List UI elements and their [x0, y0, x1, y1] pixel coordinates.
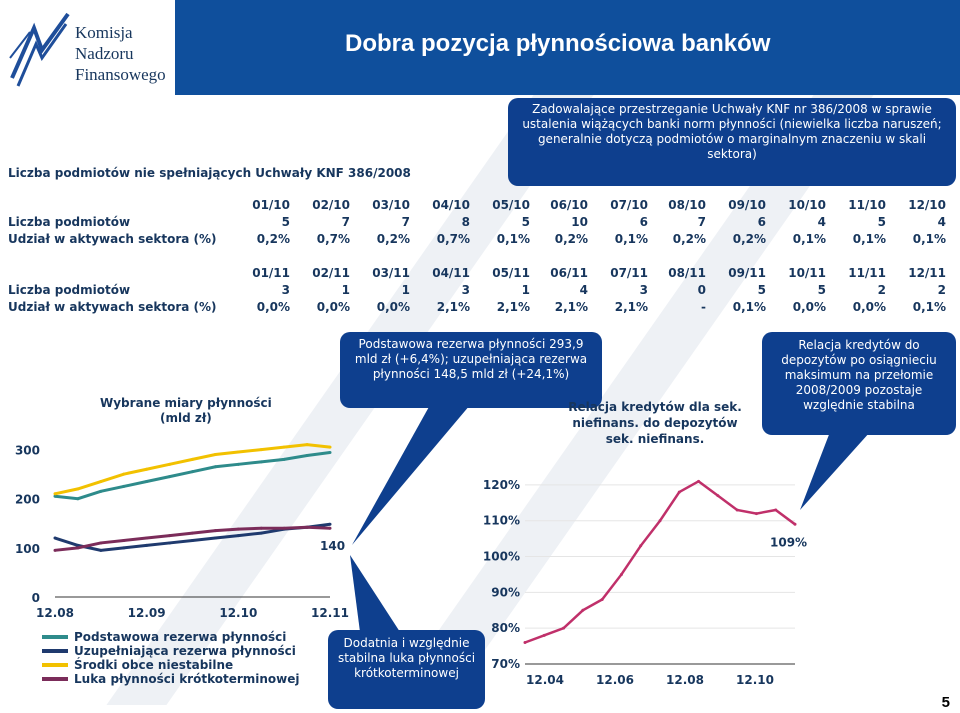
table-share-cell: 0,0%	[376, 300, 410, 314]
chart1-data-point	[122, 546, 125, 549]
table-title: Liczba podmiotów nie spełniających Uchwały KNF 386/2008	[8, 166, 411, 180]
table-count-cell: 5	[817, 283, 826, 297]
chart2-data-point	[601, 598, 604, 601]
chart1-data-point	[122, 485, 125, 488]
chart1-series-line	[55, 527, 330, 550]
chart2-data-point	[774, 508, 777, 511]
table-share-cell: 2,1%	[554, 300, 588, 314]
chart2-data-point	[581, 609, 584, 612]
table-month-header: 04/11	[432, 266, 470, 280]
chart1-data-point	[99, 549, 102, 552]
chart1-data-point	[214, 529, 217, 532]
chart2-y-tick: 120%	[482, 477, 520, 492]
chart1-data-point	[214, 537, 217, 540]
table-share-cell: 2,1%	[436, 300, 470, 314]
table-month-header: 02/11	[312, 266, 350, 280]
table-month-header: 02/10	[312, 198, 350, 212]
chart1-data-point	[76, 497, 79, 500]
table-count-cell: 6	[757, 215, 766, 229]
row-label-count: Liczba podmiotów	[8, 215, 131, 229]
chart1-data-point	[54, 492, 57, 495]
table-share-cell: 0,0%	[256, 300, 290, 314]
table-count-cell: 5	[877, 215, 886, 229]
table-share-cell: 2,1%	[496, 300, 530, 314]
chart1-data-point	[145, 468, 148, 471]
chart2-data-point	[543, 634, 546, 637]
chart2-x-tick: 12.04	[526, 673, 564, 687]
table-share-cell: 0,2%	[554, 232, 588, 246]
table-count-cell: 3	[281, 283, 290, 297]
table-count-cell: 1	[521, 283, 530, 297]
callout-right: Relacja kredytów do depozytów po osiągnieciu maksimum na przełomie 2008/2009 pozostaje względnie stabilna	[762, 332, 956, 435]
chart1-data-point	[329, 451, 332, 454]
chart1-x-tick: 12.10	[219, 606, 258, 620]
chart2-data-point	[659, 519, 662, 522]
chart2-title	[560, 399, 750, 447]
table-month-header: 10/10	[788, 198, 826, 212]
table-month-header: 04/10	[432, 198, 470, 212]
table-month-header: 09/10	[728, 198, 766, 212]
chart1-data-point	[191, 470, 194, 473]
chart2-end-label: 109%	[770, 535, 808, 550]
chart1-data-point	[191, 532, 194, 535]
table-share-cell: 0,1%	[792, 232, 826, 246]
chart1-data-point	[306, 443, 309, 446]
chart1-y-tick: 300	[14, 443, 40, 458]
chart1-data-point	[260, 448, 263, 451]
table-share-cell: 0,0%	[852, 300, 886, 314]
chart1-data-point	[145, 537, 148, 540]
table-count-cell: 4	[579, 283, 588, 297]
table-share-cell: 2,1%	[614, 300, 648, 314]
table-count-cell: 8	[461, 215, 470, 229]
table-month-header: 07/11	[610, 266, 648, 280]
chart1-data-point	[168, 475, 171, 478]
chart1-data-point	[283, 458, 286, 461]
chart1-data-point	[76, 487, 79, 490]
table-month-header: 11/10	[848, 198, 886, 212]
chart1-data-point	[260, 527, 263, 530]
chart1-data-point	[191, 539, 194, 542]
table-count-cell: 5	[521, 215, 530, 229]
chart1-data-point	[329, 523, 332, 526]
table-month-header: 01/11	[252, 266, 290, 280]
logo-line-1: Komisja	[75, 23, 133, 42]
chart1-y-tick: 0	[31, 591, 40, 605]
chart2-y-tick: 90%	[491, 585, 520, 600]
table-count-cell: 0	[697, 283, 706, 297]
chart2-y-tick: 100%	[482, 549, 520, 564]
chart2-title-text: Relacja kredytów dla sek. niefinans. do depozytów sek. niefinans.	[568, 400, 742, 446]
callout-top: Zadowalające przestrzeganie Uchwały KNF nr 386/2008 w sprawie ustalenia wiążących banki norm płynności (niewielka liczba naruszeń; generalnie dotyczą podmiotów o marginalnym znaczeniu w skali sektora)	[508, 98, 956, 186]
table-count-cell: 2	[877, 283, 886, 297]
chart1-data-point	[237, 534, 240, 537]
table-count-cell: 7	[401, 215, 410, 229]
chart1-data-point	[99, 490, 102, 493]
table-month-header: 11/11	[848, 266, 886, 280]
table-month-header: 12/10	[908, 198, 946, 212]
page-number: 5	[941, 694, 950, 711]
chart1-data-point	[145, 544, 148, 547]
chart1-data-point	[168, 541, 171, 544]
chart1-x-tick: 12.09	[127, 606, 166, 620]
table-month-header: 03/10	[372, 198, 410, 212]
chart1-data-point	[145, 480, 148, 483]
legend-label: Luka płynności krótkoterminowej	[74, 672, 300, 686]
chart1-data-point	[122, 539, 125, 542]
table-share-cell: 0,7%	[316, 232, 350, 246]
legend-label: Uzupełniająca rezerwa płynności	[74, 644, 296, 658]
chart2-y-tick: 110%	[482, 513, 520, 528]
chart1-x-tick: 12.08	[36, 606, 74, 620]
table-share-cell: 0,7%	[436, 232, 470, 246]
table-count-cell: 3	[639, 283, 648, 297]
table-count-cell: 2	[937, 283, 946, 297]
page-title: Dobra pozycja płynnościowa banków	[345, 30, 771, 57]
table-month-header: 10/11	[788, 266, 826, 280]
logo-line-2: Nadzoru	[75, 44, 134, 63]
callout-bottom: Dodatnia i względnie stabilna luka płynności krótkoterminowej	[328, 630, 485, 709]
table-share-cell: 0,0%	[792, 300, 826, 314]
chart1-data-point	[168, 534, 171, 537]
table-month-header: 06/10	[550, 198, 588, 212]
table-count-cell: 1	[401, 283, 410, 297]
table-month-header: 12/11	[908, 266, 946, 280]
chart1-data-point	[329, 527, 332, 530]
chart1-data-point	[237, 463, 240, 466]
table-count-cell: 10	[571, 215, 588, 229]
table-count-cell: 4	[817, 215, 826, 229]
legend-label: Środki obce niestabilne	[74, 658, 234, 672]
chart1-data-point	[76, 546, 79, 549]
table-count-cell: 4	[937, 215, 946, 229]
table-month-header: 06/11	[550, 266, 588, 280]
chart1-data-point	[191, 458, 194, 461]
chart2-x-tick: 12.06	[596, 673, 634, 687]
chart1-y-tick: 200	[14, 492, 40, 507]
chart1-series-line	[55, 445, 330, 494]
table-share-cell: 0,1%	[732, 300, 766, 314]
table-count-cell: 1	[341, 283, 350, 297]
row-label-count: Liczba podmiotów	[8, 283, 131, 297]
chart1-data-point	[54, 549, 57, 552]
legend-label: Podstawowa rezerwa płynności	[74, 630, 287, 644]
table-month-header: 05/11	[492, 266, 530, 280]
callout-middle: Podstawowa rezerwa płynności 293,9 mld zł (+6,4%); uzupełniająca rezerwa płynności 148,5 mld zł (+24,1%)	[340, 332, 602, 408]
chart2-x-tick: 12.08	[666, 673, 704, 687]
chart2-data-point	[524, 641, 527, 644]
table-share-cell: 0,2%	[672, 232, 706, 246]
chart2-data-point	[755, 512, 758, 515]
chart2-data-point	[716, 494, 719, 497]
table-count-cell: 3	[461, 283, 470, 297]
table-share-cell: 0,1%	[912, 300, 946, 314]
table-month-header: 05/10	[492, 198, 530, 212]
chart1-data-point	[329, 446, 332, 449]
chart1-data-point	[214, 453, 217, 456]
chart1-y-tick: 100	[14, 541, 40, 556]
row-label-share: Udział w aktywach sektora (%)	[8, 300, 217, 314]
chart1-x-tick: 12.11	[311, 606, 349, 620]
table-share-cell: 0,1%	[912, 232, 946, 246]
chart1-data-point	[237, 528, 240, 531]
chart1-subtitle: (mld zł)	[160, 411, 212, 425]
table-share-cell: 0,2%	[256, 232, 290, 246]
chart2-data-point	[736, 508, 739, 511]
chart1-data-point	[237, 451, 240, 454]
chart2-data-point	[620, 573, 623, 576]
chart2-x-tick: 12.10	[736, 673, 774, 687]
table-month-header: 07/10	[610, 198, 648, 212]
table-count-cell: 7	[341, 215, 350, 229]
table-share-cell: 0,1%	[614, 232, 648, 246]
table-share-cell: 0,1%	[852, 232, 886, 246]
chart1-data-point	[260, 460, 263, 463]
chart2-data-point	[639, 544, 642, 547]
liquidity-measures-chart	[0, 390, 349, 713]
table-count-cell: 5	[757, 283, 766, 297]
chart1-end-label: 140	[320, 539, 346, 554]
chart1-data-point	[283, 527, 286, 530]
table-month-header: 03/11	[372, 266, 410, 280]
chart1-data-point	[54, 537, 57, 540]
row-label-share: Udział w aktywach sektora (%)	[8, 232, 217, 246]
chart1-data-point	[99, 541, 102, 544]
chart1-data-point	[283, 446, 286, 449]
table-count-cell: 5	[281, 215, 290, 229]
table-share-cell: 0,0%	[316, 300, 350, 314]
chart1-title: Wybrane miary płynności	[100, 396, 272, 410]
chart1-data-point	[306, 454, 309, 457]
table-share-cell: 0,2%	[732, 232, 766, 246]
table-share-cell: 0,2%	[376, 232, 410, 246]
chart1-data-point	[260, 532, 263, 535]
table-share-cell: 0,1%	[496, 232, 530, 246]
chart1-data-point	[214, 465, 217, 468]
chart2-y-tick: 70%	[491, 657, 520, 671]
chart2-data-point	[794, 523, 797, 526]
chart1-data-point	[99, 480, 102, 483]
chart2-series-line	[525, 481, 795, 642]
chart1-data-point	[168, 463, 171, 466]
table-month-header: 01/10	[252, 198, 290, 212]
chart2-data-point	[697, 480, 700, 483]
table-month-header: 09/11	[728, 266, 766, 280]
table-month-header: 08/11	[668, 266, 706, 280]
chart1-data-point	[306, 526, 309, 529]
chart2-data-point	[678, 491, 681, 494]
logo-line-3: Finansowego	[75, 65, 166, 84]
table-month-header: 08/10	[668, 198, 706, 212]
table-count-cell: 7	[697, 215, 706, 229]
table-count-cell: 6	[639, 215, 648, 229]
table-share-cell: -	[701, 300, 706, 314]
chart2-data-point	[562, 627, 565, 630]
chart2-y-tick: 80%	[491, 621, 520, 636]
chart1-data-point	[122, 473, 125, 476]
